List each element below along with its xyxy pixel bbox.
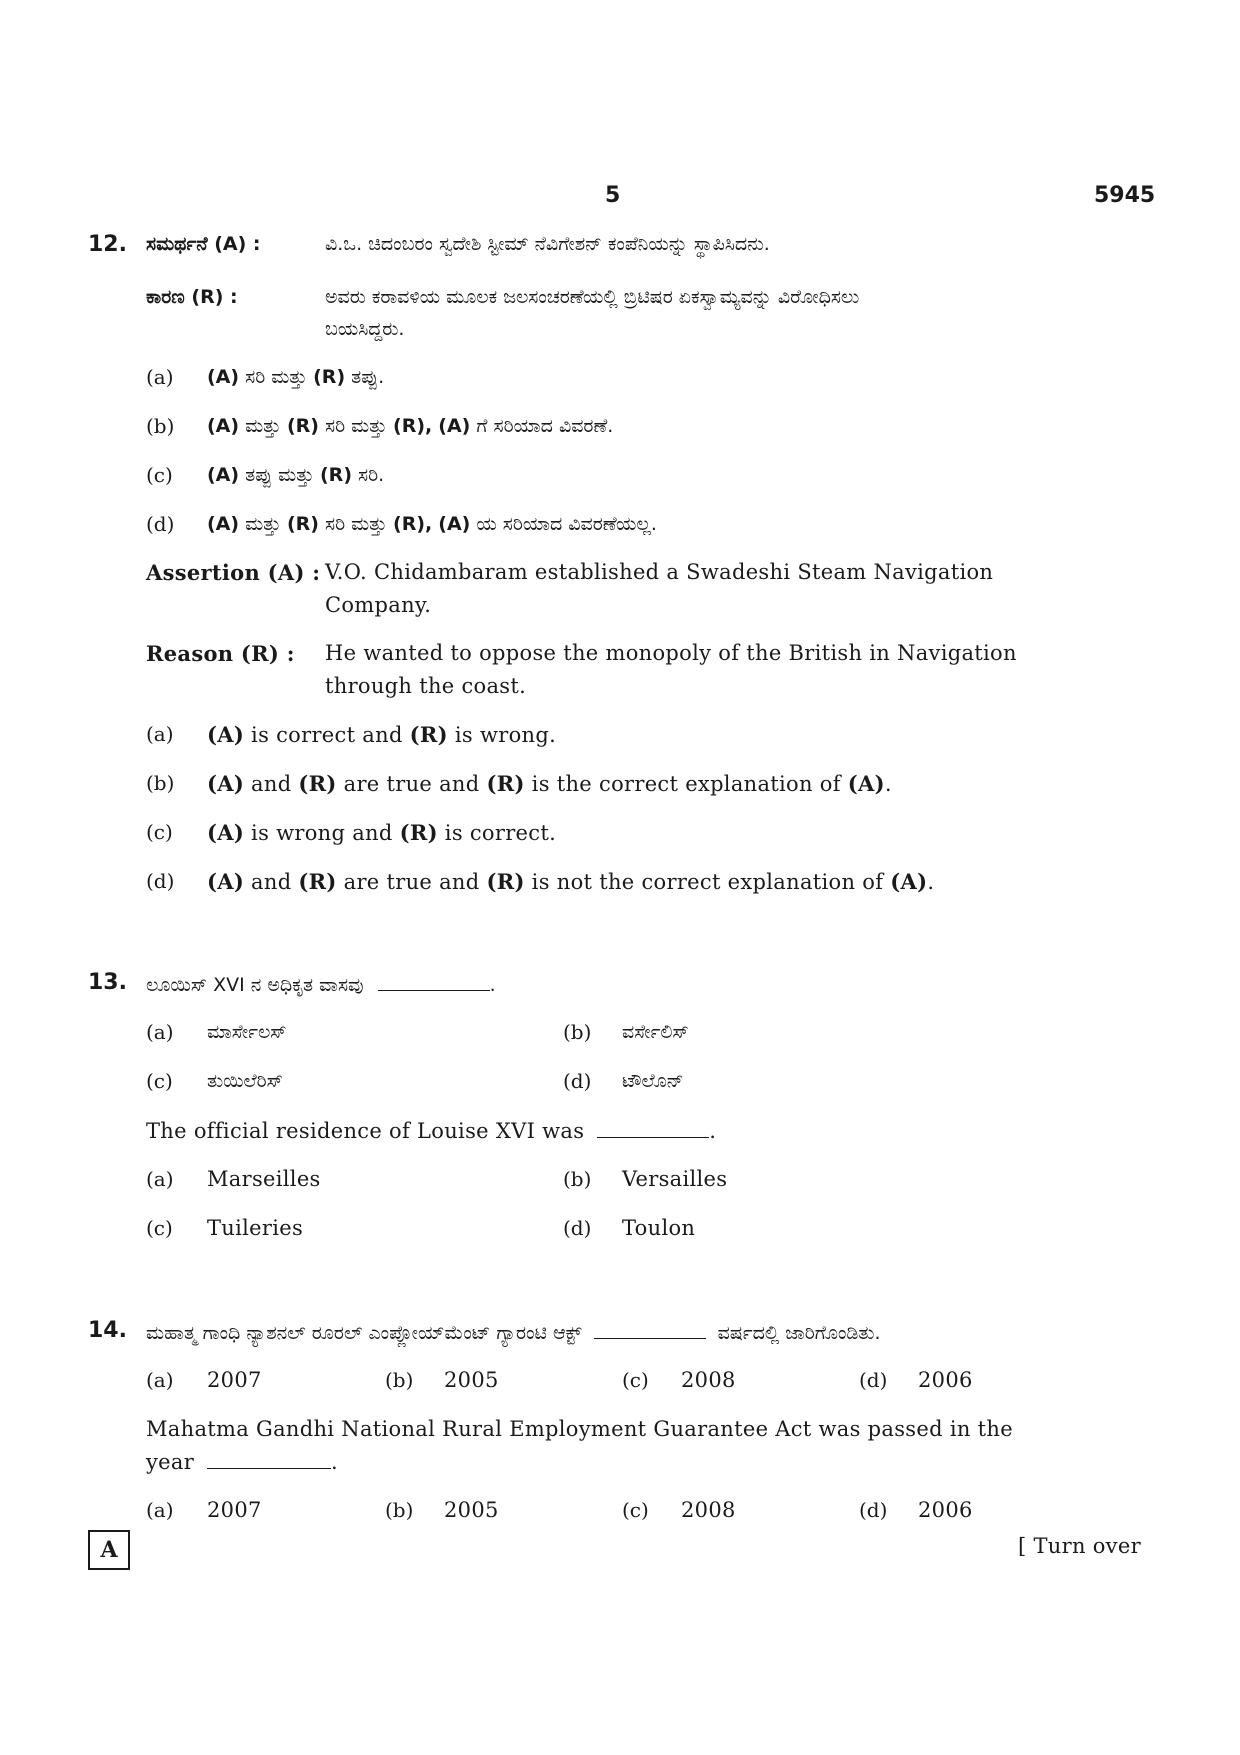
q12-kn-option-a-letter: (a)	[146, 365, 174, 389]
question-number-13: 13.	[88, 970, 127, 995]
q13-kn-option-d-letter: (d)	[563, 1069, 592, 1093]
q14-en-option-c: 2008	[681, 1498, 736, 1522]
q12-kn-reason-label: ಕಾರಣ (R) :	[146, 286, 238, 308]
page-number: 5	[605, 183, 621, 208]
answer-blank	[378, 972, 490, 991]
q12-kn-option-d: (A) ಮತ್ತು (R) ಸರಿ ಮತ್ತು (R), (A) ಯ ಸರಿಯಾದ ವಿವರಣೆಯಲ್ಲ.	[207, 513, 657, 535]
q14-kn-option-b-letter: (b)	[385, 1368, 414, 1392]
q14-kn-question-start: ಮಹಾತ್ಮ ಗಾಂಧಿ ನ್ಯಾಶನಲ್ ರೂರಲ್ ಎಂಪ್ಲೋಯ್‌ಮೆಂಟ್ ಗ್ಯಾರಂಟಿ ಆಕ್ಟ್	[146, 1322, 582, 1344]
q13-en-option-c: Tuileries	[207, 1216, 304, 1240]
question-number-14: 14.	[88, 1318, 127, 1343]
q13-en-option-a-letter: (a)	[146, 1167, 174, 1191]
q14-kn-option-d-letter: (d)	[859, 1368, 888, 1392]
q14-kn-option-a-letter: (a)	[146, 1368, 174, 1392]
q12-kn-assertion-label: ಸಮರ್ಥನೆ (A) :	[146, 233, 261, 255]
q12-kn-option-b: (A) ಮತ್ತು (R) ಸರಿ ಮತ್ತು (R), (A) ಗೆ ಸರಿಯಾದ ವಿವರಣೆ.	[207, 415, 614, 437]
q12-kn-option-c-letter: (c)	[146, 463, 173, 487]
q13-kn-option-c: ತುಯಿಲೆರಿಸ್	[207, 1070, 283, 1092]
q13-kn-option-c-letter: (c)	[146, 1069, 173, 1093]
q13-kn-option-d: ಟೌಲೊನ್	[622, 1070, 684, 1092]
q12-kn-option-a: (A) ಸರಿ ಮತ್ತು (R) ತಪ್ಪು.	[207, 366, 385, 388]
q13-kn-option-b: ವರ್ಸೇಲಿಸ್	[622, 1021, 689, 1043]
q12-kn-reason-line2: ಬಯಸಿದ್ದರು.	[325, 318, 405, 340]
q12-en-reason-line1: He wanted to oppose the monopoly of the British in Navigation	[325, 641, 1017, 665]
q14-en-option-d-letter: (d)	[859, 1498, 888, 1522]
q13-kn-question: ಲೂಯಿಸ್ XVI ನ ಅಧಿಕೃತ ವಾಸವು .	[146, 974, 496, 996]
q14-en-question-line2: year .	[146, 1450, 339, 1474]
q12-kn-option-b-letter: (b)	[146, 414, 175, 438]
q12-en-option-b: (A) and (R) are true and (R) is the correct explanation of (A).	[207, 771, 892, 796]
answer-blank	[207, 1450, 331, 1469]
q14-kn-question	[146, 1320, 881, 1344]
q14-en-option-a-letter: (a)	[146, 1498, 174, 1522]
q14-kn-question-end: ವರ್ಷದಲ್ಲಿ ಜಾರಿಗೊಂಡಿತು.	[717, 1322, 881, 1344]
q12-en-option-c-letter: (c)	[146, 820, 173, 844]
answer-blank	[594, 1320, 706, 1339]
q13-en-option-b: Versailles	[622, 1167, 728, 1191]
q13-kn-option-a: ಮಾರ್ಸೇಲಸ್	[207, 1021, 287, 1043]
q12-kn-reason-line1: ಅವರು ಕರಾವಳಿಯ ಮೂಲಕ ಜಲಸಂಚರಣೆಯಲ್ಲಿ ಬ್ರಿಟಿಷರ ಏಕಸ್ವಾಮ್ಯವನ್ನು ವಿರೋಧಿಸಲು	[325, 286, 860, 308]
q13-en-option-d: Toulon	[622, 1216, 696, 1240]
turn-over-note: [ Turn over	[1018, 1534, 1141, 1558]
q14-en-option-c-letter: (c)	[622, 1498, 649, 1522]
q14-kn-option-b: 2005	[444, 1368, 499, 1392]
q12-en-reason-label: Reason (R) :	[146, 641, 295, 666]
q14-en-option-d: 2006	[918, 1498, 973, 1522]
q12-en-option-d-letter: (d)	[146, 869, 175, 893]
q13-kn-option-a-letter: (a)	[146, 1020, 174, 1044]
q14-en-question-line2-text: year	[146, 1450, 195, 1474]
q12-en-assertion-label: Assertion (A) :	[146, 560, 321, 585]
answer-blank	[597, 1119, 709, 1138]
q13-en-question-text: The official residence of Louise XVI was	[146, 1119, 585, 1143]
q13-en-option-c-letter: (c)	[146, 1216, 173, 1240]
q14-kn-option-c: 2008	[681, 1368, 736, 1392]
q12-kn-option-d-letter: (d)	[146, 512, 175, 536]
q12-en-option-c: (A) is wrong and (R) is correct.	[207, 820, 557, 845]
q12-kn-option-c: (A) ತಪ್ಪು ಮತ್ತು (R) ಸರಿ.	[207, 464, 385, 486]
q14-en-question-line1: Mahatma Gandhi National Rural Employment Guarantee Act was passed in the	[146, 1417, 1013, 1441]
q13-en-option-d-letter: (d)	[563, 1216, 592, 1240]
q12-en-reason-line2: through the coast.	[325, 674, 527, 698]
q12-en-option-d: (A) and (R) are true and (R) is not the correct explanation of (A).	[207, 869, 935, 894]
q12-en-assertion-line1: V.O. Chidambaram established a Swadeshi Steam Navigation	[325, 560, 994, 584]
question-number-12: 12.	[88, 232, 127, 257]
q13-en-option-a: Marseilles	[207, 1167, 321, 1191]
q12-en-option-b-letter: (b)	[146, 771, 175, 795]
q13-en-option-b-letter: (b)	[563, 1167, 592, 1191]
version-box: A	[88, 1530, 130, 1570]
q14-kn-option-a: 2007	[207, 1368, 262, 1392]
paper-code: 5945	[1094, 183, 1156, 208]
q13-en-question: The official residence of Louise XVI was .	[146, 1119, 717, 1143]
q12-en-assertion-line2: Company.	[325, 593, 432, 617]
q13-kn-question-text: ಲೂಯಿಸ್ XVI ನ ಅಧಿಕೃತ ವಾಸವು	[146, 974, 364, 996]
q14-en-option-b-letter: (b)	[385, 1498, 414, 1522]
q14-en-option-a: 2007	[207, 1498, 262, 1522]
q12-en-option-a-letter: (a)	[146, 722, 174, 746]
q13-kn-option-b-letter: (b)	[563, 1020, 592, 1044]
q14-kn-option-d: 2006	[918, 1368, 973, 1392]
q12-kn-assertion-text: ವಿ.ಒ. ಚಿದಂಬರಂ ಸ್ವದೇಶಿ ಸ್ಟೀಮ್ ನೆವಿಗೇಶನ್ ಕಂಪೆನಿಯನ್ನು ಸ್ಥಾಪಿಸಿದನು.	[325, 233, 770, 255]
q14-kn-option-c-letter: (c)	[622, 1368, 649, 1392]
q12-en-option-a: (A) is correct and (R) is wrong.	[207, 722, 557, 747]
q14-en-option-b: 2005	[444, 1498, 499, 1522]
